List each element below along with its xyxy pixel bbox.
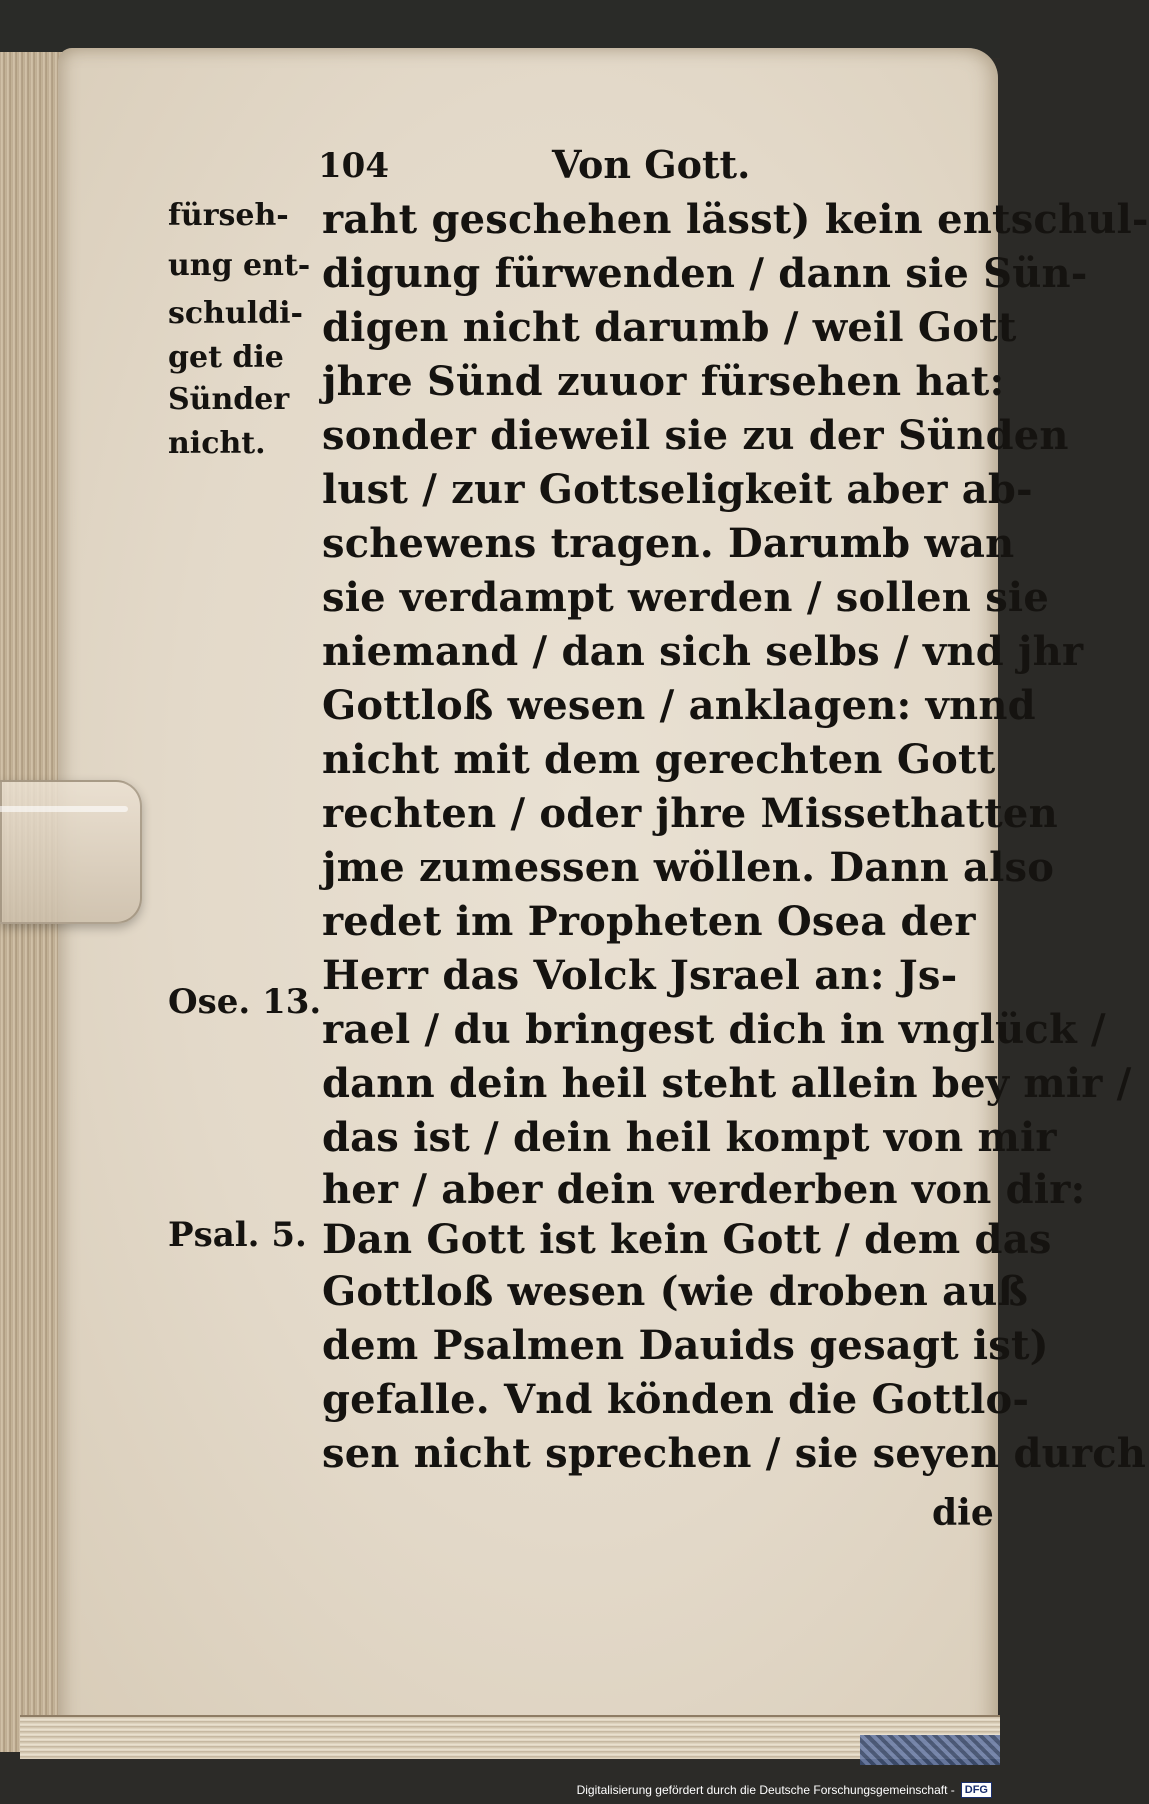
- body-line: jme zumessen wöllen. Dann also: [322, 844, 1055, 891]
- body-line: dann dein heil steht allein bey mir /: [322, 1060, 1132, 1107]
- margin-note-line: fürseh-: [168, 198, 289, 233]
- page-clip: [0, 780, 142, 924]
- body-line: digung fürwenden / dann sie Sün-: [322, 250, 1088, 297]
- body-line: Herr das Volck Jsrael an: Js-: [322, 952, 958, 999]
- body-line: sie verdampt werden / sollen sie: [322, 574, 1049, 621]
- margin-note-line: get die: [168, 340, 284, 375]
- body-line: raht geschehen lässt) kein entschul-: [322, 196, 1149, 243]
- margin-reference: Psal. 5.: [168, 1215, 307, 1255]
- margin-reference: Ose. 13.: [168, 982, 322, 1022]
- margin-note-line: schuldi-: [168, 296, 303, 331]
- body-line: lust / zur Gottseligkeit aber ab-: [322, 466, 1033, 513]
- body-line: her / aber dein verderben von dir:: [322, 1166, 1086, 1213]
- binding-fabric: [860, 1735, 1000, 1765]
- body-line: dem Psalmen Dauids gesagt ist): [322, 1322, 1049, 1369]
- page-clip-highlight: [0, 806, 128, 812]
- page-number: 104: [318, 146, 389, 186]
- body-line: Gottloß wesen / anklagen: vnnd: [322, 682, 1036, 729]
- body-line: Gottloß wesen (wie droben auß: [322, 1268, 1029, 1315]
- body-line: digen nicht darumb / weil Gott: [322, 304, 1017, 351]
- body-line: rael / du bringest dich in vnglück /: [322, 1006, 1106, 1053]
- catchword: die: [932, 1492, 994, 1534]
- body-line: Dan Gott ist kein Gott / dem das: [322, 1216, 1052, 1263]
- body-line: sonder dieweil sie zu der Sünden: [322, 412, 1069, 459]
- dfg-logo: DFG: [961, 1782, 992, 1798]
- body-line: rechten / oder jhre Missethatten: [322, 790, 1058, 837]
- body-line: redet im Propheten Osea der: [322, 898, 976, 945]
- body-line: nicht mit dem gerechten Gott: [322, 736, 996, 783]
- body-line: sen nicht sprechen / sie seyen durch: [322, 1430, 1147, 1477]
- body-line: niemand / dan sich selbs / vnd jhr: [322, 628, 1084, 675]
- margin-note-line: nicht.: [168, 426, 266, 461]
- page-bottom-edges: [20, 1715, 1000, 1759]
- running-title: Von Gott.: [552, 142, 751, 187]
- body-line: schewens tragen. Darumb wan: [322, 520, 1015, 567]
- body-line: das ist / dein heil kompt von mir: [322, 1114, 1057, 1161]
- credit-text: Digitalisierung gefördert durch die Deutsche Forschungsgemeinschaft -: [576, 1783, 955, 1797]
- body-line: gefalle. Vnd könden die Gottlo-: [322, 1376, 1030, 1423]
- digitization-credit: [577, 1782, 992, 1798]
- margin-note-line: ung ent-: [168, 248, 311, 283]
- margin-note-line: Sünder: [168, 382, 290, 417]
- body-line: jhre Sünd zuuor fürsehen hat:: [322, 358, 1005, 405]
